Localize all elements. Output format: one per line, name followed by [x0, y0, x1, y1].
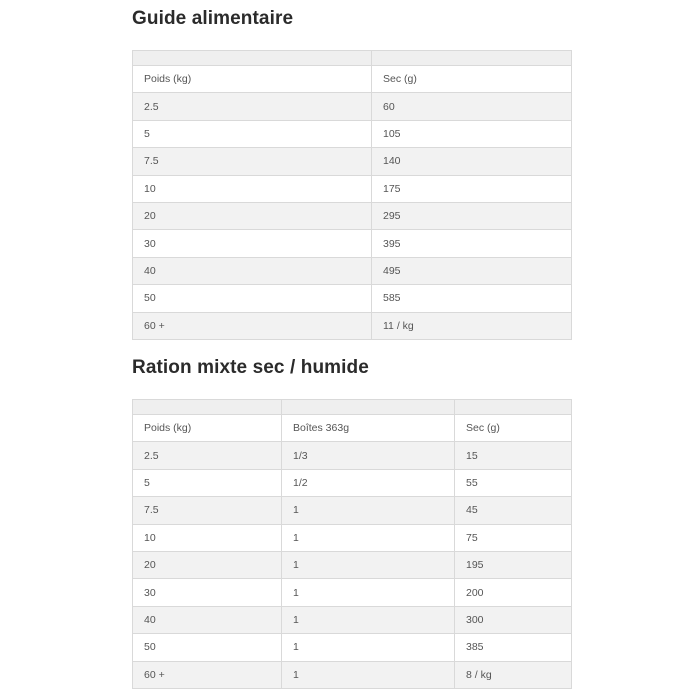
- table-row: [133, 606, 572, 633]
- weight-cell: 40: [133, 606, 282, 633]
- dry-food-cell: 295: [372, 202, 572, 229]
- dry-food-cell: 75: [455, 524, 572, 551]
- weight-cell: 7.5: [133, 497, 282, 524]
- dry-food-cell: 11 / kg: [372, 312, 572, 339]
- cans-cell: 1: [282, 661, 455, 688]
- dry-food-cell: 200: [455, 579, 572, 606]
- column-header-weight: Poids (kg): [133, 66, 372, 93]
- spacer-cell: [133, 51, 372, 66]
- weight-cell: 5: [133, 469, 282, 496]
- dry-food-cell: 60: [372, 93, 572, 120]
- table-spacer-row: [133, 51, 572, 66]
- cans-cell: 1: [282, 606, 455, 633]
- weight-cell: 7.5: [133, 148, 372, 175]
- feeding-guide-table: [132, 50, 572, 340]
- table-row: [133, 442, 572, 469]
- column-header-dry: Sec (g): [372, 66, 572, 93]
- weight-cell: 20: [133, 202, 372, 229]
- feeding-guide-title: Guide alimentaire: [132, 8, 294, 29]
- weight-cell: 30: [133, 230, 372, 257]
- weight-cell: 60 +: [133, 312, 372, 339]
- weight-cell: 60 +: [133, 661, 282, 688]
- cans-cell: 1/3: [282, 442, 455, 469]
- weight-cell: 50: [133, 285, 372, 312]
- feeding-guide-table-body: [133, 51, 572, 340]
- cans-cell: 1/2: [282, 469, 455, 496]
- dry-food-cell: 385: [455, 634, 572, 661]
- table-row: [133, 312, 572, 339]
- dry-food-cell: 8 / kg: [455, 661, 572, 688]
- table-row: [133, 524, 572, 551]
- table-row: [133, 148, 572, 175]
- table-header-row: [133, 415, 572, 442]
- weight-cell: 5: [133, 120, 372, 147]
- dry-food-cell: 45: [455, 497, 572, 524]
- table-row: [133, 661, 572, 688]
- table-row: [133, 285, 572, 312]
- spacer-cell: [372, 51, 572, 66]
- table-row: [133, 230, 572, 257]
- dry-food-cell: 15: [455, 442, 572, 469]
- table-row: [133, 497, 572, 524]
- weight-cell: 10: [133, 524, 282, 551]
- weight-cell: 2.5: [133, 93, 372, 120]
- dry-food-cell: 55: [455, 469, 572, 496]
- cans-cell: 1: [282, 579, 455, 606]
- dry-food-cell: 395: [372, 230, 572, 257]
- weight-cell: 40: [133, 257, 372, 284]
- table-row: [133, 579, 572, 606]
- column-header-weight: Poids (kg): [133, 415, 282, 442]
- dry-food-cell: 140: [372, 148, 572, 175]
- table-row: [133, 120, 572, 147]
- column-header-cans: Boîtes 363g: [282, 415, 455, 442]
- spacer-cell: [455, 400, 572, 415]
- mixed-ration-table: [132, 399, 572, 689]
- weight-cell: 30: [133, 579, 282, 606]
- weight-cell: 20: [133, 551, 282, 578]
- table-row: [133, 634, 572, 661]
- table-row: [133, 469, 572, 496]
- dry-food-cell: 195: [455, 551, 572, 578]
- cans-cell: 1: [282, 634, 455, 661]
- weight-cell: 10: [133, 175, 372, 202]
- table-row: [133, 175, 572, 202]
- cans-cell: 1: [282, 497, 455, 524]
- table-row: [133, 257, 572, 284]
- table-row: [133, 93, 572, 120]
- dry-food-cell: 585: [372, 285, 572, 312]
- spacer-cell: [133, 400, 282, 415]
- table-row: [133, 551, 572, 578]
- dry-food-cell: 300: [455, 606, 572, 633]
- table-header-row: [133, 66, 572, 93]
- dry-food-cell: 175: [372, 175, 572, 202]
- spacer-cell: [282, 400, 455, 415]
- column-header-dry: Sec (g): [455, 415, 572, 442]
- cans-cell: 1: [282, 551, 455, 578]
- table-spacer-row: [133, 400, 572, 415]
- cans-cell: 1: [282, 524, 455, 551]
- dry-food-cell: 105: [372, 120, 572, 147]
- dry-food-cell: 495: [372, 257, 572, 284]
- mixed-ration-title: Ration mixte sec / humide: [132, 357, 369, 378]
- weight-cell: 2.5: [133, 442, 282, 469]
- weight-cell: 50: [133, 634, 282, 661]
- mixed-ration-table-body: [133, 400, 572, 689]
- table-row: [133, 202, 572, 229]
